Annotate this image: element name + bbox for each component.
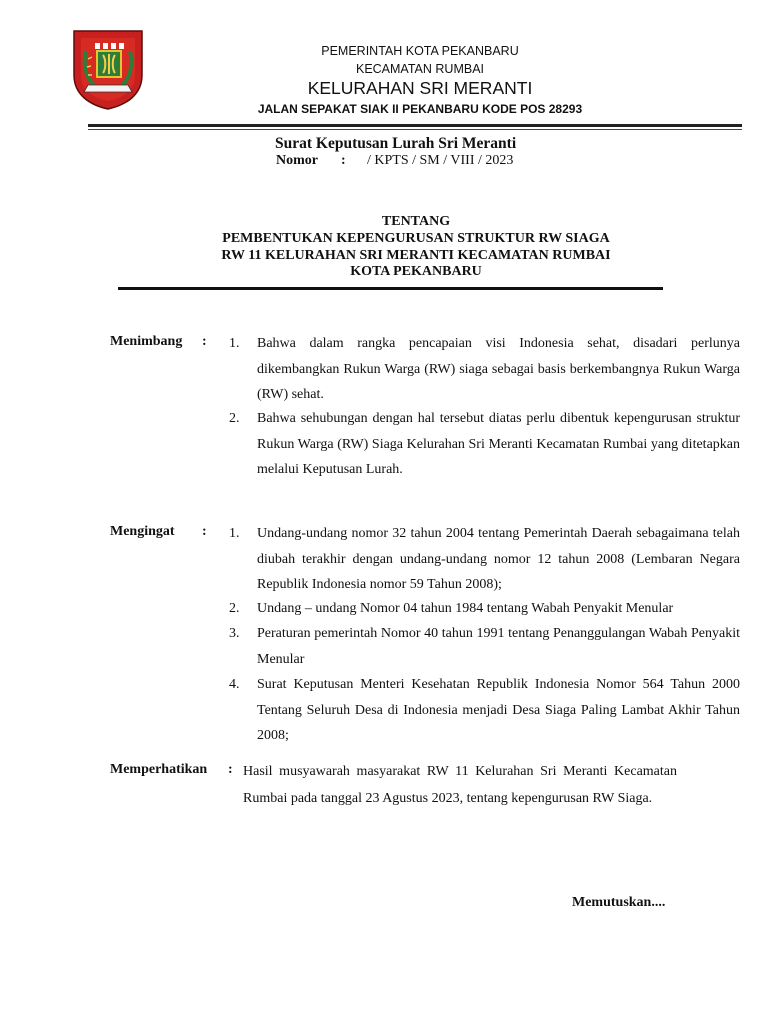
decree-number-label: Nomor — [276, 153, 318, 168]
item-text: Undang – undang Nomor 04 tahun 1984 tentang Wabah Penyakit Menular — [257, 601, 674, 616]
decree-number-value: / KPTS / SM / VIII / 2023 — [367, 153, 514, 168]
letterhead-district: KECAMATAN RUMBAI — [355, 62, 485, 76]
letterhead-divider-thick — [88, 124, 742, 127]
decree-title: Surat Keputusan Lurah Sri Meranti — [275, 135, 517, 152]
mengingat-colon: : — [202, 524, 207, 539]
subject-line: KOTA PEKANBARU — [350, 264, 482, 279]
item-text: Bahwa sehubungan dengan hal tersebut diatas perlu dibentuk kepengurusan struktur Rukun Warga (RW) Siaga Kelurahan Sri Meranti Kecamatan Rumbai yang ditetapkan melalui Keputusan Lurah. — [257, 411, 740, 477]
memperhatikan-colon: : — [228, 762, 233, 777]
item-number: 4. — [229, 677, 240, 692]
item-text: Surat Keputusan Menteri Kesehatan Republik Indonesia Nomor 564 Tahun 2000 Tentang Seluruh Desa di Indonesia menjadi Desa Siaga Paling Lambat Akhir Tahun 2008; — [257, 677, 740, 743]
item-text: Peraturan pemerintah Nomor 40 tahun 1991 tentang Penanggulangan Wabah Penyakit Menular — [257, 626, 740, 667]
item-text: Bahwa dalam rangka pencapaian visi Indonesia sehat, disadari perlunya dikembangkan Rukun Warga (RW) siaga sebagai basis berkembangnya Rukun Warga (RW) sehat. — [257, 336, 740, 402]
memperhatikan-text: Hasil musyawarah masyarakat RW 11 Kelurahan Sri Meranti Kecamatan Rumbai pada tanggal 23 Agustus 2023, tentang kepengurusan RW Siaga. — [243, 764, 677, 806]
item-number: 3. — [229, 626, 240, 641]
menimbang-label: Menimbang — [110, 334, 183, 349]
memperhatikan-label: Memperhatikan — [110, 762, 208, 777]
pekanbaru-emblem-icon — [70, 29, 146, 111]
menimbang-colon: : — [202, 334, 207, 349]
letterhead-village: KELURAHAN SRI MERANTI — [307, 78, 533, 98]
city-emblem-logo — [70, 29, 146, 111]
item-number: 1. — [229, 336, 240, 351]
item-number: 2. — [229, 601, 240, 616]
item-number: 1. — [229, 526, 240, 541]
closing-continuation: Memutuskan.... — [572, 895, 666, 910]
letterhead-government: PEMERINTAH KOTA PEKANBARU — [321, 44, 519, 58]
subject-line: PEMBENTUKAN KEPENGURUSAN STRUKTUR RW SIAGA — [222, 231, 610, 246]
letterhead-divider-thin — [88, 129, 742, 130]
item-number: 2. — [229, 411, 240, 426]
subject-underline — [118, 287, 663, 290]
subject-heading: TENTANG — [381, 214, 451, 229]
subject-line: RW 11 KELURAHAN SRI MERANTI KECAMATAN RUMBAI — [221, 248, 611, 263]
letterhead-address: JALAN SEPAKAT SIAK II PEKANBARU KODE POS 28293 — [257, 102, 583, 116]
decree-number-colon: : — [341, 153, 346, 168]
mengingat-label: Mengingat — [110, 524, 175, 539]
item-text: Undang-undang nomor 32 tahun 2004 tentang Pemerintah Daerah sebagaimana telah diubah terakhir dengan undang-undang nomor 12 tahun 2008 (Lembaran Negara Republik Indonesia nomor 59 Tahun 2008); — [257, 526, 740, 592]
